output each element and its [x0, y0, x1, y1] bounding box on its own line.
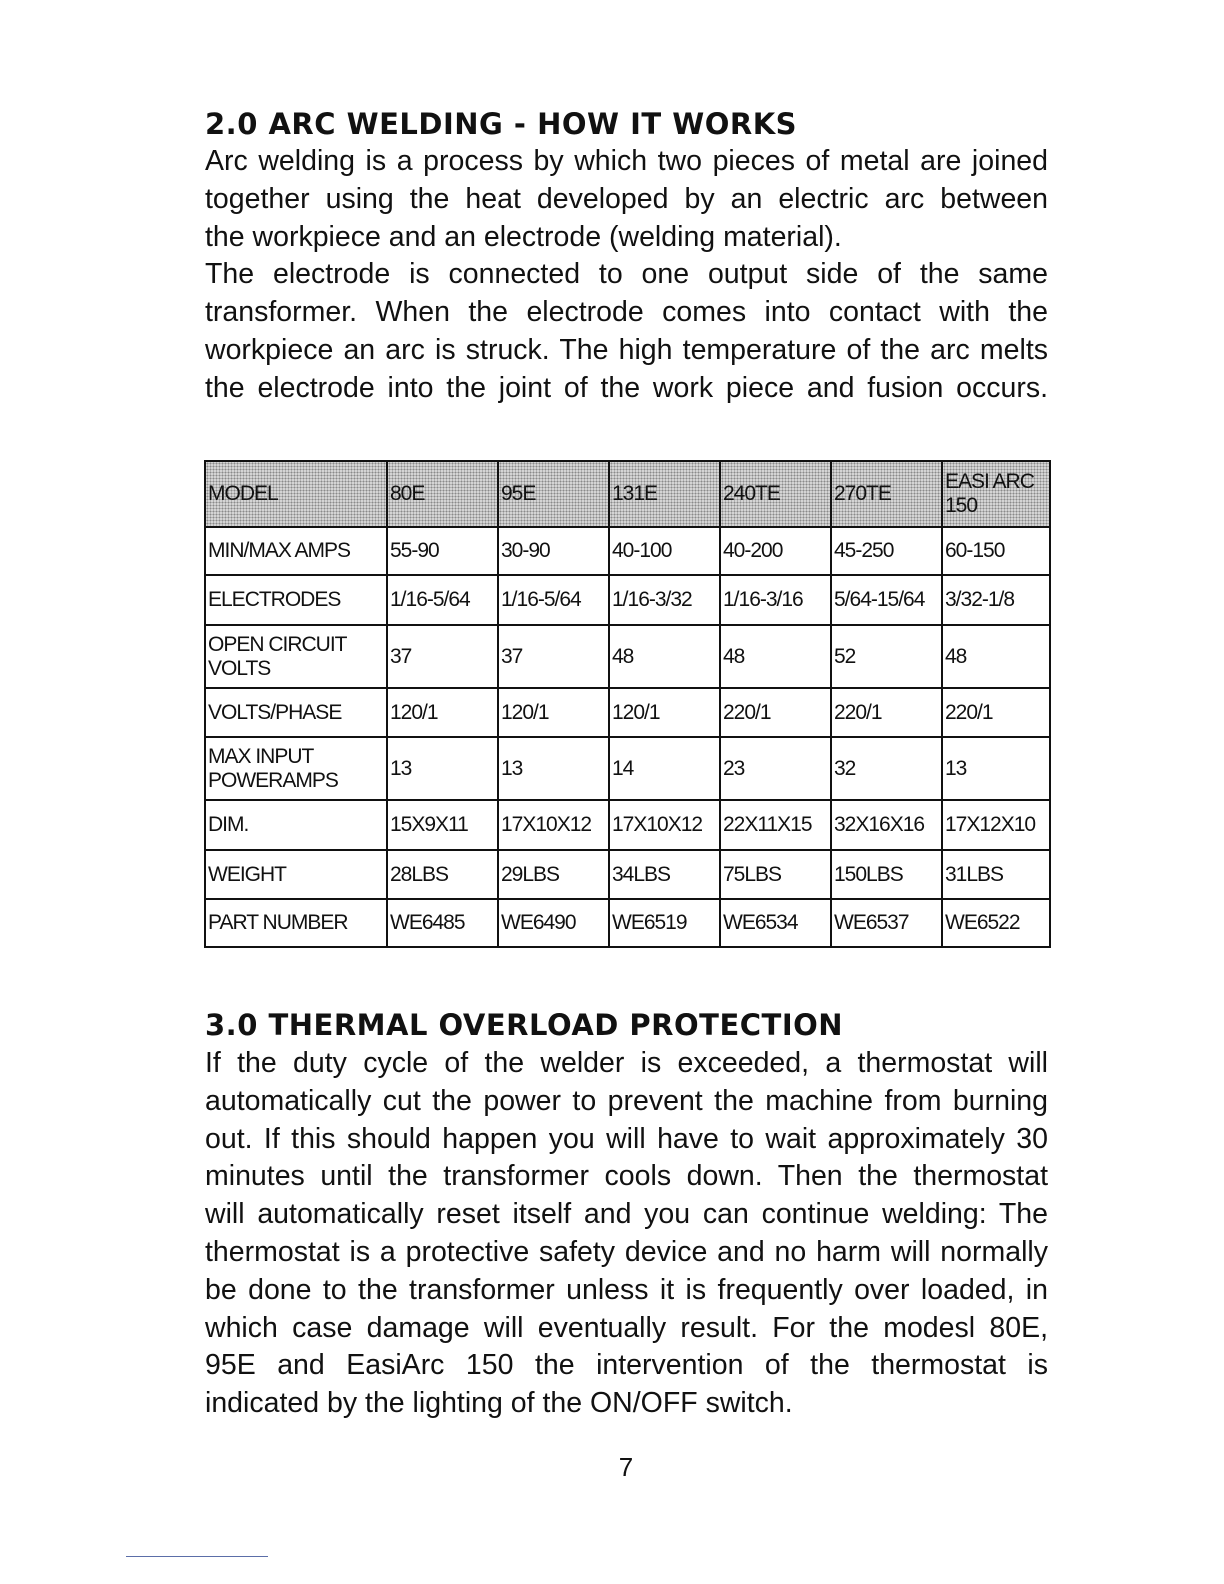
footer-rule	[126, 1556, 268, 1557]
table-cell: WE6519	[609, 899, 720, 947]
text-line: thermostat is a protective safety device and no harm will normally	[205, 1235, 1048, 1268]
header-cell-80e: 80E	[387, 461, 498, 527]
table-cell: 14	[609, 737, 720, 800]
table-cell: 48	[720, 625, 831, 688]
table-cell: 17X10X12	[498, 800, 609, 850]
table-cell: 48	[609, 625, 720, 688]
table-cell: 3/32-1/8	[942, 575, 1050, 625]
table-cell: 75LBS	[720, 850, 831, 899]
table-cell: 34LBS	[609, 850, 720, 899]
row-label: PART NUMBER	[205, 899, 387, 947]
table-cell: 15X9X11	[387, 800, 498, 850]
table-cell: WE6522	[942, 899, 1050, 947]
text-line: The electrode is connected to one output side of the same	[205, 258, 1048, 291]
text-line: transformer. When the electrode comes into contact with the	[205, 296, 1048, 329]
text-line: If the duty cycle of the welder is exceeded, a thermostat will	[205, 1047, 1048, 1079]
thermal-overload-heading: 3.0 THERMAL OVERLOAD PROTECTION	[205, 1008, 844, 1042]
table-cell: 31LBS	[942, 850, 1050, 899]
header-cell-270te: 270TE	[831, 461, 942, 527]
text-line: automatically cut the power to prevent the machine from burning	[205, 1084, 1048, 1117]
text-line: indicated by the lighting of the ON/OFF switch.	[205, 1387, 793, 1420]
table-cell: WE6485	[387, 899, 498, 947]
table-cell: 13	[942, 737, 1050, 800]
table-cell: 30-90	[498, 527, 609, 575]
table-cell: 220/1	[831, 688, 942, 737]
text-line: will automatically reset itself and you can continue welding: The	[205, 1198, 1048, 1231]
arc-welding-paragraph	[205, 143, 1048, 408]
table-cell: 1/16-5/64	[498, 575, 609, 625]
table-cell: 17X10X12	[609, 800, 720, 850]
text-line: together using the heat developed by an electric arc between	[205, 182, 1048, 215]
table-cell: 28LBS	[387, 850, 498, 899]
arc-welding-heading: 2.0 ARC WELDING - HOW IT WORKS	[205, 107, 798, 141]
text-line: 95E and EasiArc 150 the intervention of the thermostat is	[205, 1349, 1048, 1382]
row-label: MIN/MAX AMPS	[205, 527, 387, 575]
table-row	[205, 850, 1050, 899]
table-cell: 37	[498, 625, 609, 688]
table-cell: 40-100	[609, 527, 720, 575]
table-row	[205, 625, 1050, 688]
table-cell: 22X11X15	[720, 800, 831, 850]
table-cell: 220/1	[942, 688, 1050, 737]
row-label: OPEN CIRCUIT VOLTS	[205, 625, 387, 688]
table-row	[205, 688, 1050, 737]
table-cell: 40-200	[720, 527, 831, 575]
table-cell: 1/16-3/16	[720, 575, 831, 625]
header-cell-240te: 240TE	[720, 461, 831, 527]
text-line: be done to the transformer unless it is frequently over loaded, in	[205, 1273, 1048, 1306]
table-cell: 32X16X16	[831, 800, 942, 850]
text-line: the electrode into the joint of the work piece and fusion occurs.	[205, 371, 1048, 404]
text-line: Arc welding is a process by which two pieces of metal are joined	[205, 145, 1048, 177]
table-cell: 60-150	[942, 527, 1050, 575]
text-line: minutes until the transformer cools down. Then the thermostat	[205, 1160, 1048, 1193]
table-cell: 48	[942, 625, 1050, 688]
table-cell: 120/1	[387, 688, 498, 737]
table-row	[205, 800, 1050, 850]
row-label: DIM.	[205, 800, 387, 850]
table-cell: 29LBS	[498, 850, 609, 899]
table-cell: WE6490	[498, 899, 609, 947]
table-cell: 45-250	[831, 527, 942, 575]
row-label: ELECTRODES	[205, 575, 387, 625]
row-label: VOLTS/PHASE	[205, 688, 387, 737]
table-cell: 32	[831, 737, 942, 800]
row-label: WEIGHT	[205, 850, 387, 899]
text-line: out. If this should happen you will have to wait approximately 30	[205, 1122, 1048, 1155]
table-cell: 17X12X10	[942, 800, 1050, 850]
table-cell: WE6537	[831, 899, 942, 947]
table-cell: 120/1	[609, 688, 720, 737]
table-cell: 120/1	[498, 688, 609, 737]
text-line: which case damage will eventually result. For the modesl 80E,	[205, 1311, 1048, 1344]
header-cell-131e: 131E	[609, 461, 720, 527]
table-cell: 37	[387, 625, 498, 688]
welder-spec-table	[204, 460, 1051, 948]
table-cell: 1/16-3/32	[609, 575, 720, 625]
row-label: MAX INPUT POWERAMPS	[205, 737, 387, 800]
table-cell: 1/16-5/64	[387, 575, 498, 625]
table-cell: 23	[720, 737, 831, 800]
table-cell: WE6534	[720, 899, 831, 947]
table-cell: 52	[831, 625, 942, 688]
table-row	[205, 527, 1050, 575]
header-cell-95e: 95E	[498, 461, 609, 527]
table-header-row	[205, 461, 1050, 527]
thermal-overload-paragraph	[205, 1045, 1048, 1423]
text-line: the workpiece and an electrode (welding material).	[205, 220, 842, 253]
table-row	[205, 899, 1050, 947]
table-cell: 13	[498, 737, 609, 800]
header-cell-model: MODEL	[205, 461, 387, 527]
table-row	[205, 575, 1050, 625]
table-cell: 5/64-15/64	[831, 575, 942, 625]
header-cell-easi-arc-150: EASI ARC 150	[942, 461, 1050, 527]
table-cell: 55-90	[387, 527, 498, 575]
page-number: 7	[618, 1452, 634, 1482]
text-line: workpiece an arc is struck. The high temperature of the arc melts	[205, 333, 1048, 366]
table-cell: 220/1	[720, 688, 831, 737]
table-cell: 150LBS	[831, 850, 942, 899]
table-cell: 13	[387, 737, 498, 800]
table-row	[205, 737, 1050, 800]
